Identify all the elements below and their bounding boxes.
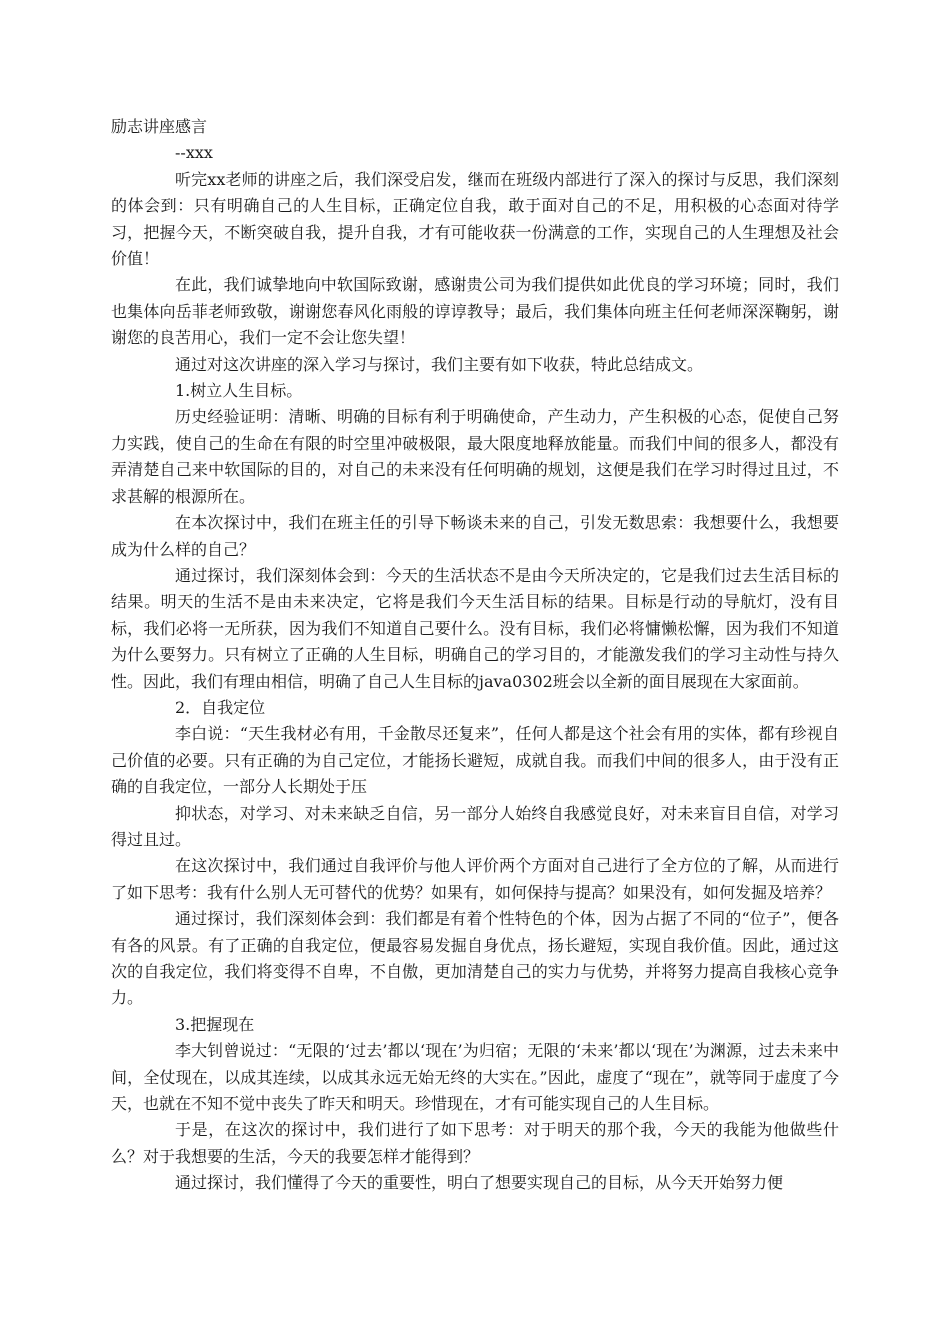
paragraph-8: 抑状态，对学习、对未来缺乏自信，另一部分人始终自我感觉良好，对未来盲目自信，对学习得过且过。: [111, 803, 839, 849]
document-page: [111, 114, 839, 1197]
paragraph-13: 通过探讨，我们懂得了今天的重要性，明白了想要实现自己的目标，从今天开始努力便: [175, 1173, 784, 1193]
paragraph-11: 李大钊曾说过：“无限的‘过去’都以‘现在’为归宿；无限的‘未来’都以‘现在’为渊源，过去未来中间，全仗现在，以成其连续，以成其永远无始无终的大实在。”因此，虚度了“现在”，就等同于虚度了今天，也就在不知不觉中丧失了昨天和明天。珍惜现在，才有可能实现自己的人生目标。: [111, 1041, 839, 1114]
document-author: --xxx: [175, 143, 213, 163]
paragraph-9: 在这次探讨中，我们通过自我评价与他人评价两个方面对自己进行了全方位的了解，从而进行了如下思考：我有什么别人无可替代的优势？如果有，如何保持与提高？如果没有，如何发掘及培养？: [111, 856, 839, 902]
document-title: 励志讲座感言: [111, 117, 208, 136]
section-heading-2: 2．自我定位: [175, 697, 266, 717]
section-heading-3: 3.把握现在: [175, 1014, 255, 1034]
paragraph-1: 听完xx老师的讲座之后，我们深受启发，继而在班级内部进行了深入的探讨与反思，我们深刻的体会到：只有明确自己的人生目标，正确定位自我，敢于面对自己的不足，用积极的心态面对待学习，把握今天，不断突破自我，提升自我，才有可能收获一份满意的工作，实现自己的人生理想及社会价值！: [111, 169, 839, 269]
section-heading-1: 1.树立人生目标。: [175, 381, 303, 401]
paragraph-3: 通过对这次讲座的深入学习与探讨，我们主要有如下收获，特此总结成文。: [175, 354, 704, 374]
paragraph-12: 于是，在这次的探讨中，我们进行了如下思考：对于明天的那个我，今天的我能为他做些什么？对于我想要的生活，今天的我要怎样才能得到？: [111, 1120, 839, 1166]
paragraph-6: 通过探讨，我们深刻体会到：今天的生活状态不是由今天所决定的，它是我们过去生活目标的结果。明天的生活不是由未来决定，它将是我们今天生活目标的结果。目标是行动的导航灯，没有目标，我们必将一无所获，因为我们不知道自己要什么。没有目标，我们必将慵懒松懈，因为我们不知道为什么要努力。只有树立了正确的人生目标，明确自己的学习目的，才能激发我们的学习主动性与持久性。因此，我们有理由相信，明确了自己人生目标的java0302班会以全新的面目展现在大家面前。: [111, 565, 839, 691]
paragraph-7: 李白说：“天生我材必有用，千金散尽还复来”，任何人都是这个社会有用的实体，都有珍视自己价值的必要。只有正确的为自己定位，才能扬长避短，成就自我。而我们中间的很多人，由于没有正确的自我定位，一部分人长期处于压: [111, 724, 839, 797]
paragraph-4: 历史经验证明：清晰、明确的目标有利于明确使命，产生动力，产生积极的心态，促使自己努力实践，使自己的生命在有限的时空里冲破极限，最大限度地释放能量。而我们中间的很多人，都没有弄清楚自己来中软国际的目的，对自己的未来没有任何明确的规划，这便是我们在学习时得过且过，不求甚解的根源所在。: [111, 407, 839, 506]
paragraph-10: 通过探讨，我们深刻体会到：我们都是有着个性特色的个体，因为占据了不同的“位子”，便各有各的风景。有了正确的自我定位，便最容易发掘自身优点，扬长避短，实现自我价值。因此，通过这次的自我定位，我们将变得不自卑，不自傲，更加清楚自己的实力与优势，并将努力提高自我核心竞争力。: [111, 909, 839, 1008]
paragraph-5: 在本次探讨中，我们在班主任的引导下畅谈未来的自己，引发无数思索：我想要什么，我想要成为什么样的自己？: [111, 513, 839, 559]
paragraph-2: 在此，我们诚挚地向中软国际致谢，感谢贵公司为我们提供如此优良的学习环境；同时，我们也集体向岳菲老师致敬，谢谢您春风化雨般的谆谆教导；最后，我们集体向班主任何老师深深鞠躬，谢谢您的良苦用心，我们一定不会让您失望！: [111, 275, 839, 348]
